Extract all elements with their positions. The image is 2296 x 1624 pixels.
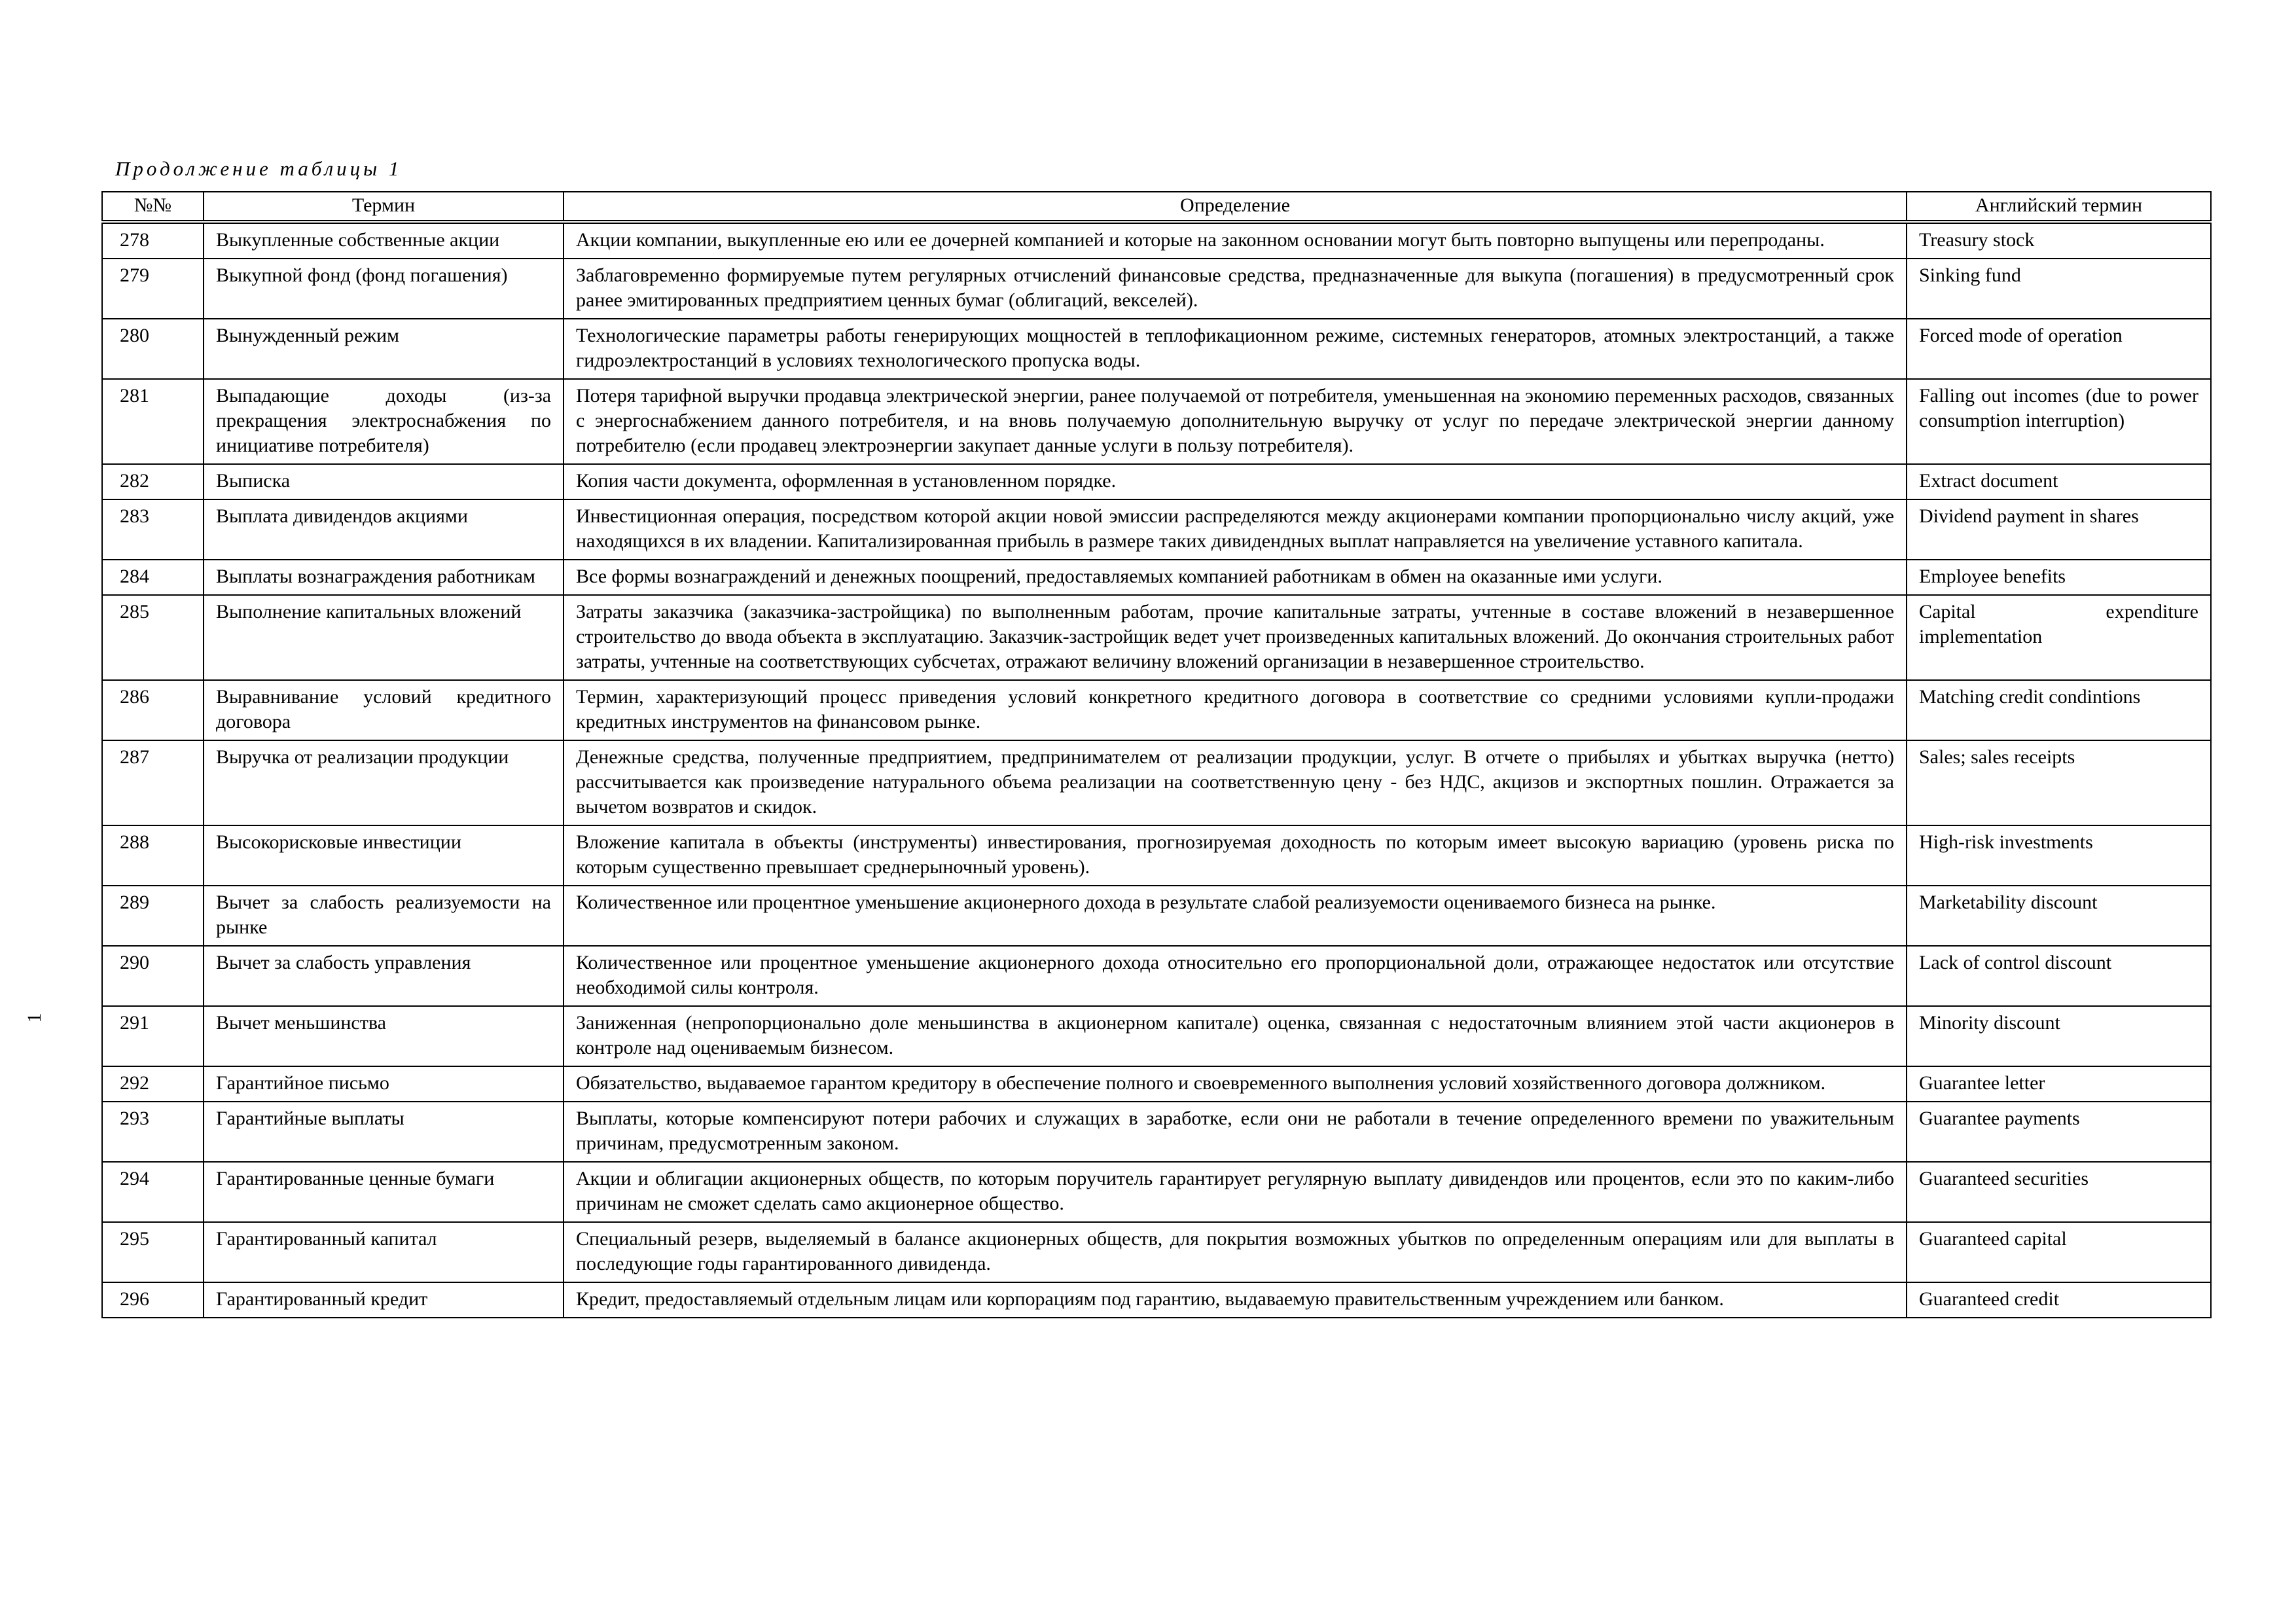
term-cell: Выпадающие доходы (из-за прекращения электроснабжения по инициативе потребителя) — [204, 379, 564, 464]
english-term-cell: Guaranteed capital — [1907, 1222, 2211, 1282]
table-row — [102, 1006, 2211, 1066]
term-cell: Выручка от реализации продукции — [204, 740, 564, 825]
table-row — [102, 886, 2211, 946]
row-number: 292 — [102, 1066, 204, 1102]
row-number: 286 — [102, 680, 204, 740]
table-row — [102, 560, 2211, 595]
row-number: 285 — [102, 595, 204, 680]
term-cell: Гарантийные выплаты — [204, 1102, 564, 1162]
table-row — [102, 680, 2211, 740]
definition-cell: Заниженная (непропорционально доле меньшинства в акционерном капитале) оценка, связанная с недостаточным влиянием этой части акционеров в контроле над оцениваемым бизнесом. — [564, 1006, 1907, 1066]
english-term-cell: Matching credit condintions — [1907, 680, 2211, 740]
row-number: 282 — [102, 464, 204, 499]
english-term-cell: Guarantee letter — [1907, 1066, 2211, 1102]
term-cell: Выкупной фонд (фонд погашения) — [204, 259, 564, 319]
page-number: 1 — [24, 1013, 45, 1023]
table-row — [102, 946, 2211, 1006]
english-term-cell: Falling out incomes (due to power consumption interruption) — [1907, 379, 2211, 464]
term-cell: Вычет меньшинства — [204, 1006, 564, 1066]
table-body — [102, 222, 2211, 1318]
definition-cell: Количественное или процентное уменьшение акционерного дохода в результате слабой реализуемости оцениваемого бизнеса на рынке. — [564, 886, 1907, 946]
row-number: 281 — [102, 379, 204, 464]
table-row — [102, 1222, 2211, 1282]
table-row — [102, 740, 2211, 825]
table-header — [102, 192, 2211, 222]
english-term-cell: Sinking fund — [1907, 259, 2211, 319]
definition-cell: Акции компании, выкупленные ею или ее дочерней компанией и которые на законном основании могут быть повторно выпущены или перепроданы. — [564, 222, 1907, 259]
english-term-cell: Lack of control discount — [1907, 946, 2211, 1006]
definition-cell: Обязательство, выдаваемое гарантом кредитору в обеспечение полного и своевременного выполнения условий хозяйственного договора должником. — [564, 1066, 1907, 1102]
table-row — [102, 379, 2211, 464]
row-number: 290 — [102, 946, 204, 1006]
term-cell: Вычет за слабость управления — [204, 946, 564, 1006]
term-cell: Выплаты вознаграждения работникам — [204, 560, 564, 595]
table-row — [102, 499, 2211, 560]
table-row — [102, 595, 2211, 680]
term-cell: Выплата дивидендов акциями — [204, 499, 564, 560]
table-caption: Продолжение таблицы 1 — [115, 157, 403, 180]
term-cell: Вынужденный режим — [204, 319, 564, 379]
english-term-cell: Guaranteed credit — [1907, 1282, 2211, 1318]
definition-cell: Инвестиционная операция, посредством которой акции новой эмиссии распределяются между акционерами компании пропорционально числу акций, уже находящихся в их владении. Капитализированная прибыль в размере таких дивидендных выплат направляется на увеличение уставного капитала. — [564, 499, 1907, 560]
english-term-cell: Guaranteed securities — [1907, 1162, 2211, 1222]
term-cell: Высокорисковые инвестиции — [204, 825, 564, 886]
table-row — [102, 1102, 2211, 1162]
term-cell: Гарантированные ценные бумаги — [204, 1162, 564, 1222]
definition-cell: Все формы вознаграждений и денежных поощрений, предоставляемых компанией работникам в обмен на оказанные ими услуги. — [564, 560, 1907, 595]
english-term-cell: Dividend payment in shares — [1907, 499, 2211, 560]
row-number: 284 — [102, 560, 204, 595]
table-row — [102, 1282, 2211, 1318]
english-term-cell: Forced mode of operation — [1907, 319, 2211, 379]
row-number: 279 — [102, 259, 204, 319]
english-term-cell: Marketability discount — [1907, 886, 2211, 946]
definition-cell: Денежные средства, полученные предприятием, предпринимателем от реализации продукции, услуг. В отчете о прибылях и убытках выручка (нетто) рассчитывается как произведение натурального объема реализации на соответственную цену - без НДС, акцизов и экспортных пошлин. Отражается за вычетом возвратов и скидок. — [564, 740, 1907, 825]
term-cell: Гарантированный кредит — [204, 1282, 564, 1318]
definition-cell: Выплаты, которые компенсируют потери рабочих и служащих в заработке, если они не работали в течение определенного времени по уважительным причинам, предусмотренным законом. — [564, 1102, 1907, 1162]
english-term-cell: Guarantee payments — [1907, 1102, 2211, 1162]
definition-cell: Затраты заказчика (заказчика-застройщика) по выполненным работам, прочие капитальные затраты, учтенные в составе вложений в незавершенное строительство до ввода объекта в эксплуатацию. Заказчик-застройщик ведет учет произведенных капитальных вложений. До окончания строительных работ затраты, учтенные на соответствующих субсчетах, отражают величину вложений организации в незавершенное строительство. — [564, 595, 1907, 680]
table-row — [102, 1162, 2211, 1222]
english-term-cell: Sales; sales receipts — [1907, 740, 2211, 825]
term-cell: Гарантированный капитал — [204, 1222, 564, 1282]
term-cell: Выполнение капитальных вложений — [204, 595, 564, 680]
table-row — [102, 319, 2211, 379]
row-number: 291 — [102, 1006, 204, 1066]
row-number: 295 — [102, 1222, 204, 1282]
header-definition: Определение — [564, 192, 1907, 222]
term-cell: Вычет за слабость реализуемости на рынке — [204, 886, 564, 946]
row-number: 289 — [102, 886, 204, 946]
definition-cell: Потеря тарифной выручки продавца электрической энергии, ранее получаемой от потребителя, уменьшенная на экономию переменных расходов, связанных с энергоснабжением данного потребителя, и на вновь получаемую дополнительную выручку от услуг по передаче электрической энергии данному потребителю (если продавец электроэнергии закупает данные услуги в пользу потребителя). — [564, 379, 1907, 464]
header-term: Термин — [204, 192, 564, 222]
definition-cell: Термин, характеризующий процесс приведения условий конкретного кредитного договора в соответствие со средними условиями купли-продажи кредитных инструментов на финансовом рынке. — [564, 680, 1907, 740]
term-cell: Выравнивание условий кредитного договора — [204, 680, 564, 740]
definition-cell: Количественное или процентное уменьшение акционерного дохода относительно его пропорциональной доли, отражающее недостаток или отсутствие необходимой силы контроля. — [564, 946, 1907, 1006]
term-cell: Выкупленные собственные акции — [204, 222, 564, 259]
row-number: 278 — [102, 222, 204, 259]
header-number: №№ — [102, 192, 204, 222]
row-number: 287 — [102, 740, 204, 825]
english-term-cell: High-risk investments — [1907, 825, 2211, 886]
english-term-cell: Employee benefits — [1907, 560, 2211, 595]
definition-cell: Технологические параметры работы генерирующих мощностей в теплофикационном режиме, системных генераторов, атомных электростанций, а также гидроэлектростанций в условиях технологического пропуска воды. — [564, 319, 1907, 379]
definition-cell: Кредит, предоставляемый отдельным лицам или корпорациям под гарантию, выдаваемую правительственным учреждением или банком. — [564, 1282, 1907, 1318]
row-number: 283 — [102, 499, 204, 560]
table-row — [102, 222, 2211, 259]
header-row — [102, 192, 2211, 222]
definition-cell: Копия части документа, оформленная в установленном порядке. — [564, 464, 1907, 499]
row-number: 293 — [102, 1102, 204, 1162]
row-number: 296 — [102, 1282, 204, 1318]
glossary-table — [101, 191, 2212, 1318]
english-term-cell: Capital expenditure implementation — [1907, 595, 2211, 680]
english-term-cell: Extract document — [1907, 464, 2211, 499]
term-cell: Гарантийное письмо — [204, 1066, 564, 1102]
definition-cell: Заблаговременно формируемые путем регулярных отчислений финансовые средства, предназначенные для выкупа (погашения) в предусмотренный срок ранее эмитированных предприятием ценных бумаг (облигаций, векселей). — [564, 259, 1907, 319]
definition-cell: Специальный резерв, выделяемый в балансе акционерных обществ, для покрытия возможных убытков по определенным операциям или для выплаты в последующие годы гарантированного дивиденда. — [564, 1222, 1907, 1282]
term-cell: Выписка — [204, 464, 564, 499]
row-number: 288 — [102, 825, 204, 886]
table-row — [102, 825, 2211, 886]
table-row — [102, 464, 2211, 499]
table-row — [102, 1066, 2211, 1102]
header-english-term: Английский термин — [1907, 192, 2211, 222]
definition-cell: Вложение капитала в объекты (инструменты) инвестирования, прогнозируемая доходность по которым имеет высокую вариацию (уровень риска по которым существенно превышает среднерыночный уровень). — [564, 825, 1907, 886]
definition-cell: Акции и облигации акционерных обществ, по которым поручитель гарантирует регулярную выплату дивидендов или процентов, если это по каким-либо причинам не сможет сделать само акционерное общество. — [564, 1162, 1907, 1222]
row-number: 294 — [102, 1162, 204, 1222]
english-term-cell: Minority discount — [1907, 1006, 2211, 1066]
row-number: 280 — [102, 319, 204, 379]
table-row — [102, 259, 2211, 319]
english-term-cell: Treasury stock — [1907, 222, 2211, 259]
